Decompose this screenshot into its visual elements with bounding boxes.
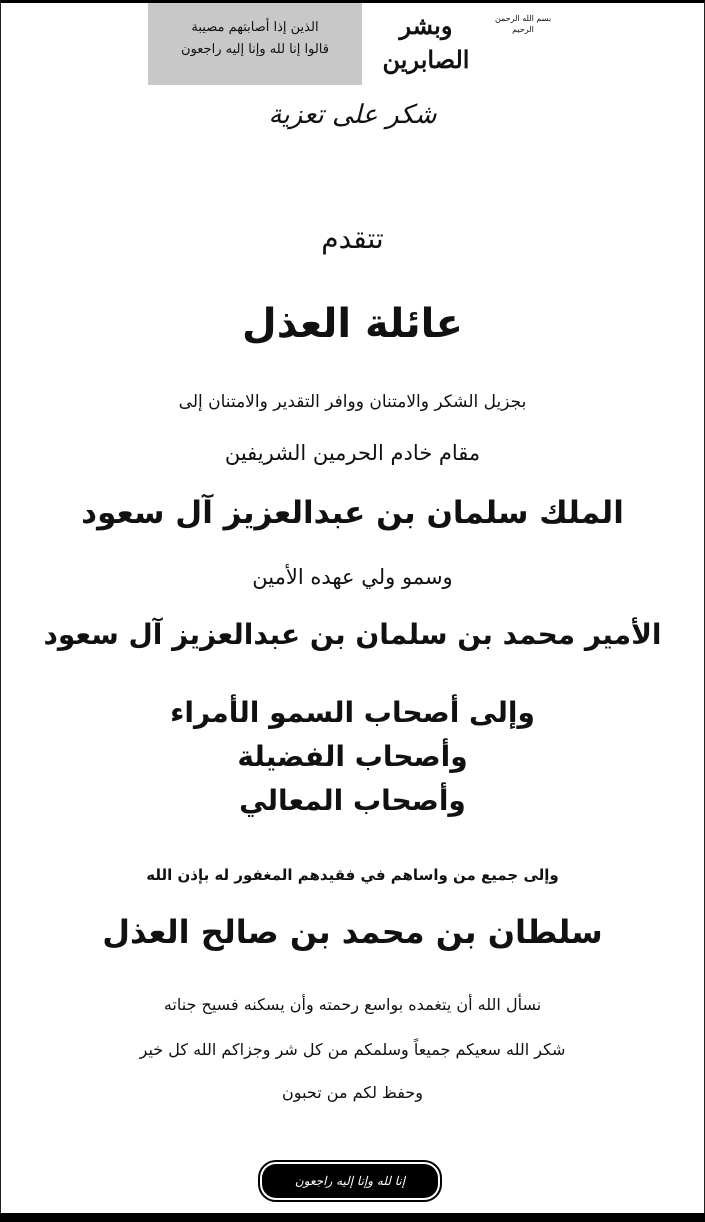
bottom-border [0,1213,705,1222]
custodian-title: مقام خادم الحرمين الشريفين [224,441,481,465]
condolers-line: وإلى جميع من واساهم في فقيدهم المغفور له بإذن الله [146,866,559,884]
family-name: عائلة العذل [242,301,463,347]
prayer-line-2: شكر الله سعيكم جميعاً وسلمكم من كل شر وجزاكم الله كل خير [139,1040,566,1059]
virtue-line: وأصحاب الفضيلة [237,740,468,773]
prayer-line-1: نسأل الله أن يتغمده بواسع رحمته وأن يسكنه فسيح جناته [163,995,542,1014]
intro-text: تتقدم [321,222,384,255]
king-name: الملك سلمان بن عبدالعزيز آل سعود [81,495,624,531]
verse-line-1: الذين إذا أصابتهم مصيبة [191,20,319,35]
thanks-text: بجزيل الشكر والامتنان ووافر التقدير والامتنان إلى [178,392,527,412]
crown-prince-title: وسمو ولي عهده الأمين [252,565,453,589]
crown-prince-name: الأمير محمد بن سلمان بن عبدالعزيز آل سعود [43,618,662,651]
calligraphy-logo: وبشر الصابرين [382,11,470,74]
highnesses-line: وإلى أصحاب السمو الأمراء [170,696,535,729]
quran-verse-box [148,3,362,85]
excellencies-line: وأصحاب المعالي [239,784,466,817]
basmala: بسم الله الرحمن الرحيم [494,14,552,34]
deceased-name: سلطان بن محمد بن صالح العذل [102,913,603,951]
prayer-line-3: وحفظ لكم من تحبون [282,1083,423,1102]
ad-title: شكر على تعزية [268,100,437,130]
header-banner [148,3,558,85]
verse-line-2: قالوا إنا لله وإنا إليه راجعون [181,42,329,57]
footer-plaque: إنا لله وإنا إليه راجعون [262,1164,438,1198]
